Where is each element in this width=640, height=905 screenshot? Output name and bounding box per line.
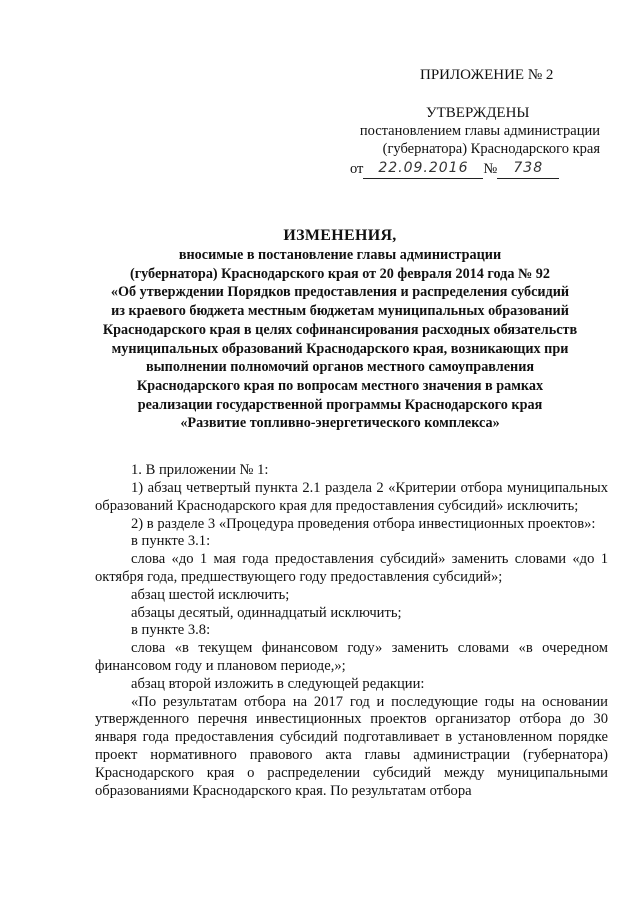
- approval-line-2: (губернатора) Краснодарского края: [382, 141, 600, 157]
- title-line: Краснодарского края по вопросам местного значения в рамках: [136, 377, 544, 394]
- title-line: (губернатора) Краснодарского края от 20 февраля 2014 года № 92: [129, 265, 550, 282]
- paragraph-3: 2) в разделе 3 «Процедура проведения отбора инвестиционных проектов»:: [131, 515, 596, 532]
- paragraph-10: абзац второй изложить в следующей редакции:: [131, 675, 425, 692]
- title-line: выполнении полномочий органов местного самоуправления: [145, 359, 535, 376]
- title-line: Краснодарского края в целях софинансирования расходных обязательств: [102, 321, 578, 338]
- paragraph-11: «По результатам отбора на 2017 год и последующие годы на основании утвержденного перечня инвестиционных проектов организатор отбора до 30 января года предоставления субсидий подготавливает в установленном порядке проект нормативного правового акта главы администрации (губернатора) Краснодарского края о распределении субсидий между муниципальными образованиями Краснодарского края. По результатам отбора: [95, 693, 608, 799]
- paragraph-1: 1. В приложении № 1:: [131, 462, 269, 478]
- paragraph-5: слова «до 1 мая года предоставления субсидий» заменить словами «до 1 октября года, предшествующего году предоставления субсидий»;: [95, 551, 608, 585]
- from-label: от: [350, 161, 364, 177]
- handwritten-number: 738: [497, 158, 559, 179]
- paragraph-9: слова «в текущем финансовом году» заменить словами «в очередном финансовом году и плановом периоде,»;: [95, 640, 608, 674]
- title-line: муниципальных образований Краснодарского края, возникающих при: [111, 340, 569, 357]
- title-line: вносимые в постановление главы администрации: [178, 247, 502, 263]
- paragraph-7: абзацы десятый, одиннадцатый исключить;: [131, 604, 402, 621]
- number-label: №: [483, 161, 498, 177]
- title-line: «Развитие топливно-энергетического комплекса»: [180, 415, 500, 432]
- title-line: из краевого бюджета местным бюджетам муниципальных образований: [111, 303, 569, 320]
- title-main: ИЗМЕНЕНИЯ,: [283, 227, 397, 244]
- paragraph-2: 1) абзац четвертый пункта 2.1 раздела 2 «Критерии отбора муниципальных образований Краснодарского края для предоставления субсидий» исключить;: [95, 480, 608, 514]
- approval-date-line: [350, 158, 559, 179]
- title-line: «Об утверждении Порядков предоставления и распределения субсидий: [110, 284, 570, 301]
- paragraph-6: абзац шестой исключить;: [131, 586, 290, 603]
- approval-line-1: постановлением главы администрации: [359, 123, 600, 139]
- annex-label: ПРИЛОЖЕНИЕ № 2: [420, 67, 554, 83]
- title-line: реализации государственной программы Краснодарского края: [137, 396, 543, 413]
- handwritten-date: 22.09.2016: [363, 158, 483, 179]
- approved-label: УТВЕРЖДЕНЫ: [426, 105, 530, 121]
- paragraph-8: в пункте 3.8:: [131, 622, 211, 639]
- document-title: [60, 226, 620, 433]
- body-text: [95, 480, 608, 800]
- paragraph-4: в пункте 3.1:: [131, 533, 211, 550]
